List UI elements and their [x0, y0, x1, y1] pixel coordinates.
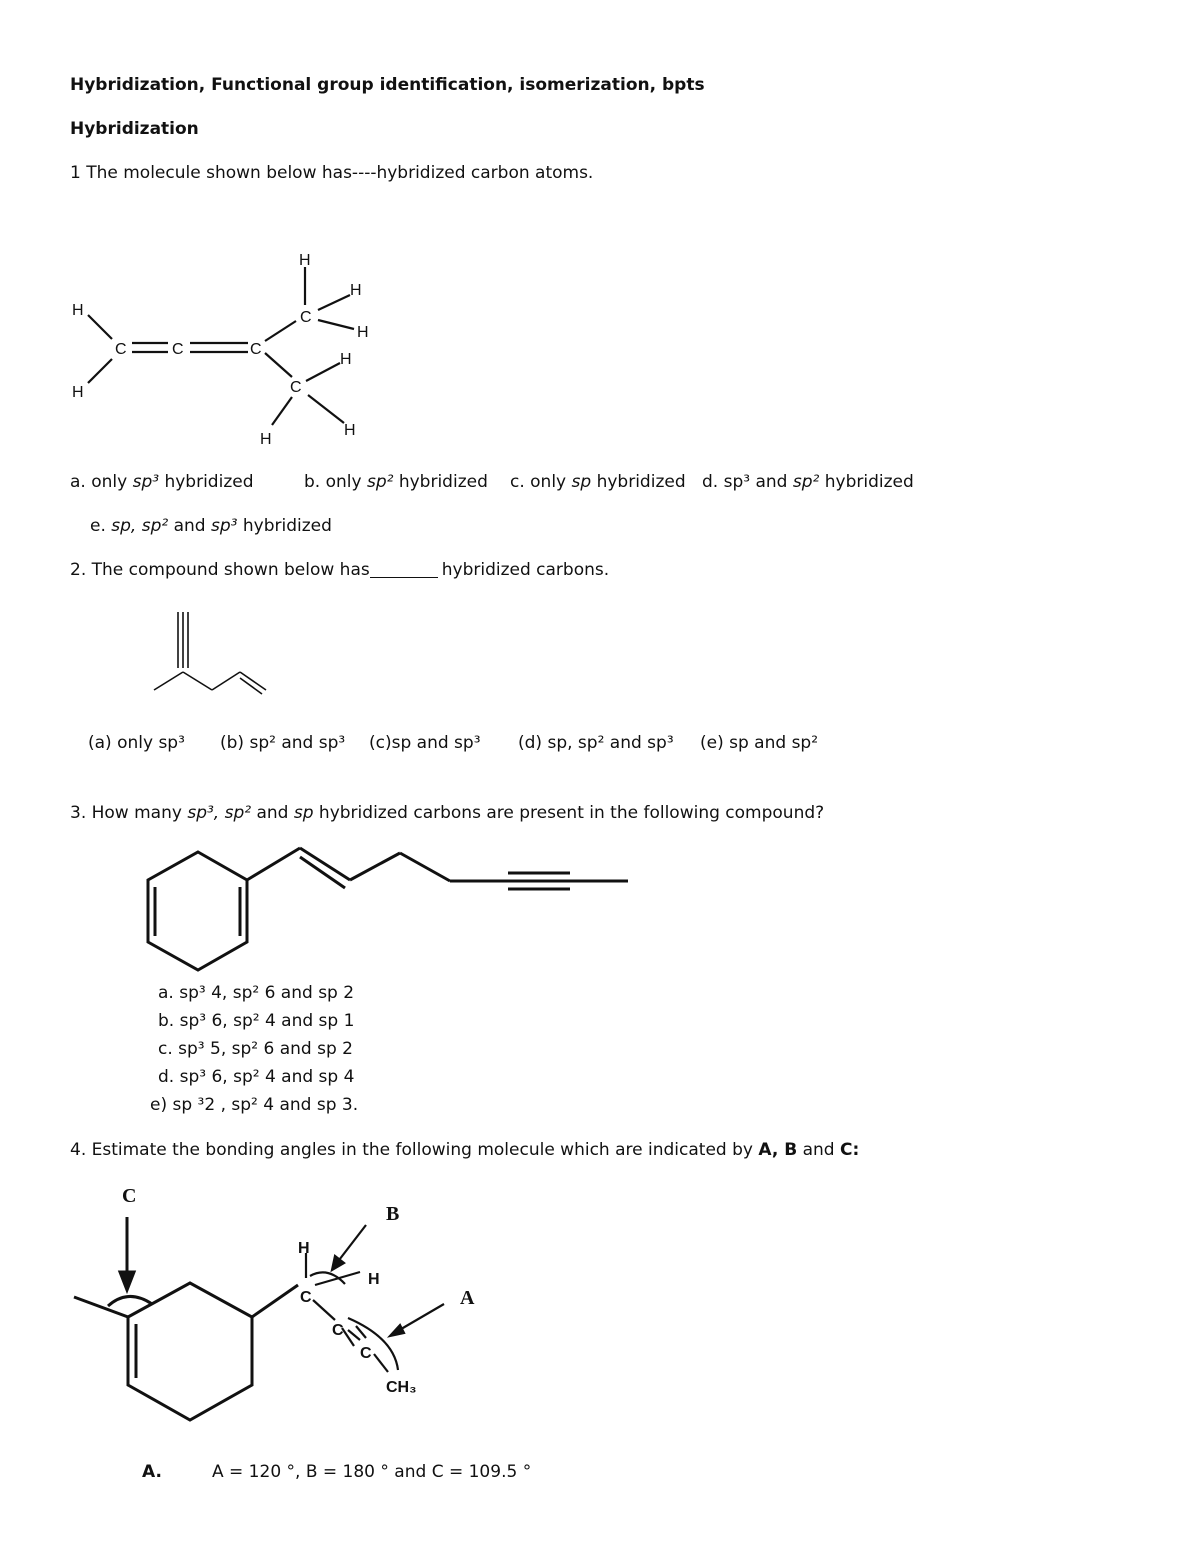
q3-option-b: b. sp³ 6, sp² 4 and sp 1 — [158, 1011, 355, 1031]
q2-option-e: (e) sp and sp² — [700, 733, 819, 753]
q2-option-a: (a) only sp³ — [88, 733, 185, 753]
q2-option-b: (b) sp² and sp³ — [220, 733, 346, 753]
q4-atom-c: C — [360, 1345, 372, 1362]
q1-atom-h: H — [72, 302, 84, 319]
q4-label-c: C — [122, 1185, 137, 1207]
q1-atom-h: H — [299, 252, 311, 269]
q1-atom-h: H — [72, 384, 84, 401]
q1-atom-c: C — [250, 341, 262, 358]
q4-text: 4. Estimate the bonding angles in the following molecule which are indicated by A, B and C: — [70, 1140, 860, 1160]
q3-option-c: c. sp³ 5, sp² 6 and sp 2 — [158, 1039, 353, 1059]
section-heading: Hybridization — [70, 119, 199, 139]
q2-option-c: (c)sp and sp³ — [369, 733, 481, 753]
q3-text: 3. How many sp³, sp² and sp hybridized carbons are present in the following compound? — [70, 803, 825, 823]
q1-molecule-diagram — [60, 245, 460, 448]
q4-atom-h: H — [298, 1240, 310, 1257]
q3-option-e: e) sp ³2 , sp² 4 and sp 3. — [150, 1095, 359, 1115]
q1-atom-c: C — [115, 341, 127, 358]
q1-atom-h: H — [357, 324, 369, 341]
q4-answer-label: A. — [142, 1462, 162, 1482]
q4-atom-c: C — [332, 1322, 344, 1339]
q4-label-b: B — [386, 1203, 400, 1225]
q3-option-a: a. sp³ 4, sp² 6 and sp 2 — [158, 983, 355, 1003]
q2-option-d: (d) sp, sp² and sp³ — [518, 733, 674, 753]
q1-atom-h: H — [340, 351, 352, 368]
q1-option-e: e. sp, sp² and sp³ hybridized — [90, 516, 332, 536]
q4-atom-ch3: CH₃ — [386, 1379, 417, 1396]
q2-text: 2. The compound shown below has hybridized carbons. — [70, 560, 610, 580]
q1-option-b: b. only sp² hybridized — [304, 472, 488, 492]
q1-atom-c: C — [300, 309, 312, 326]
q4-atom-h: H — [368, 1271, 380, 1288]
q4-atom-c: C — [300, 1289, 312, 1306]
q3-molecule-diagram — [140, 840, 640, 980]
q3-option-d: d. sp³ 6, sp² 4 and sp 4 — [158, 1067, 355, 1087]
q1-atom-c: C — [172, 341, 184, 358]
q4-molecule-diagram — [60, 1180, 540, 1440]
q2-blank — [370, 577, 438, 578]
q1-option-a: a. only sp³ hybridized — [70, 472, 254, 492]
q2-molecule-diagram — [150, 610, 290, 700]
q1-option-d: d. sp³ and sp² hybridized — [702, 472, 914, 492]
page-title: Hybridization, Functional group identification, isomerization, bpts — [70, 75, 705, 95]
q1-atom-h: H — [260, 431, 272, 448]
q1-text: 1 The molecule shown below has----hybridized carbon atoms. — [70, 163, 594, 183]
q4-answer: A = 120 °, B = 180 ° and C = 109.5 ° — [212, 1462, 532, 1482]
q1-atom-c: C — [290, 379, 302, 396]
q1-atom-h: H — [350, 282, 362, 299]
q4-label-a: A — [460, 1287, 475, 1309]
q1-option-c: c. only sp hybridized — [510, 472, 686, 492]
q1-atom-h: H — [344, 422, 356, 439]
